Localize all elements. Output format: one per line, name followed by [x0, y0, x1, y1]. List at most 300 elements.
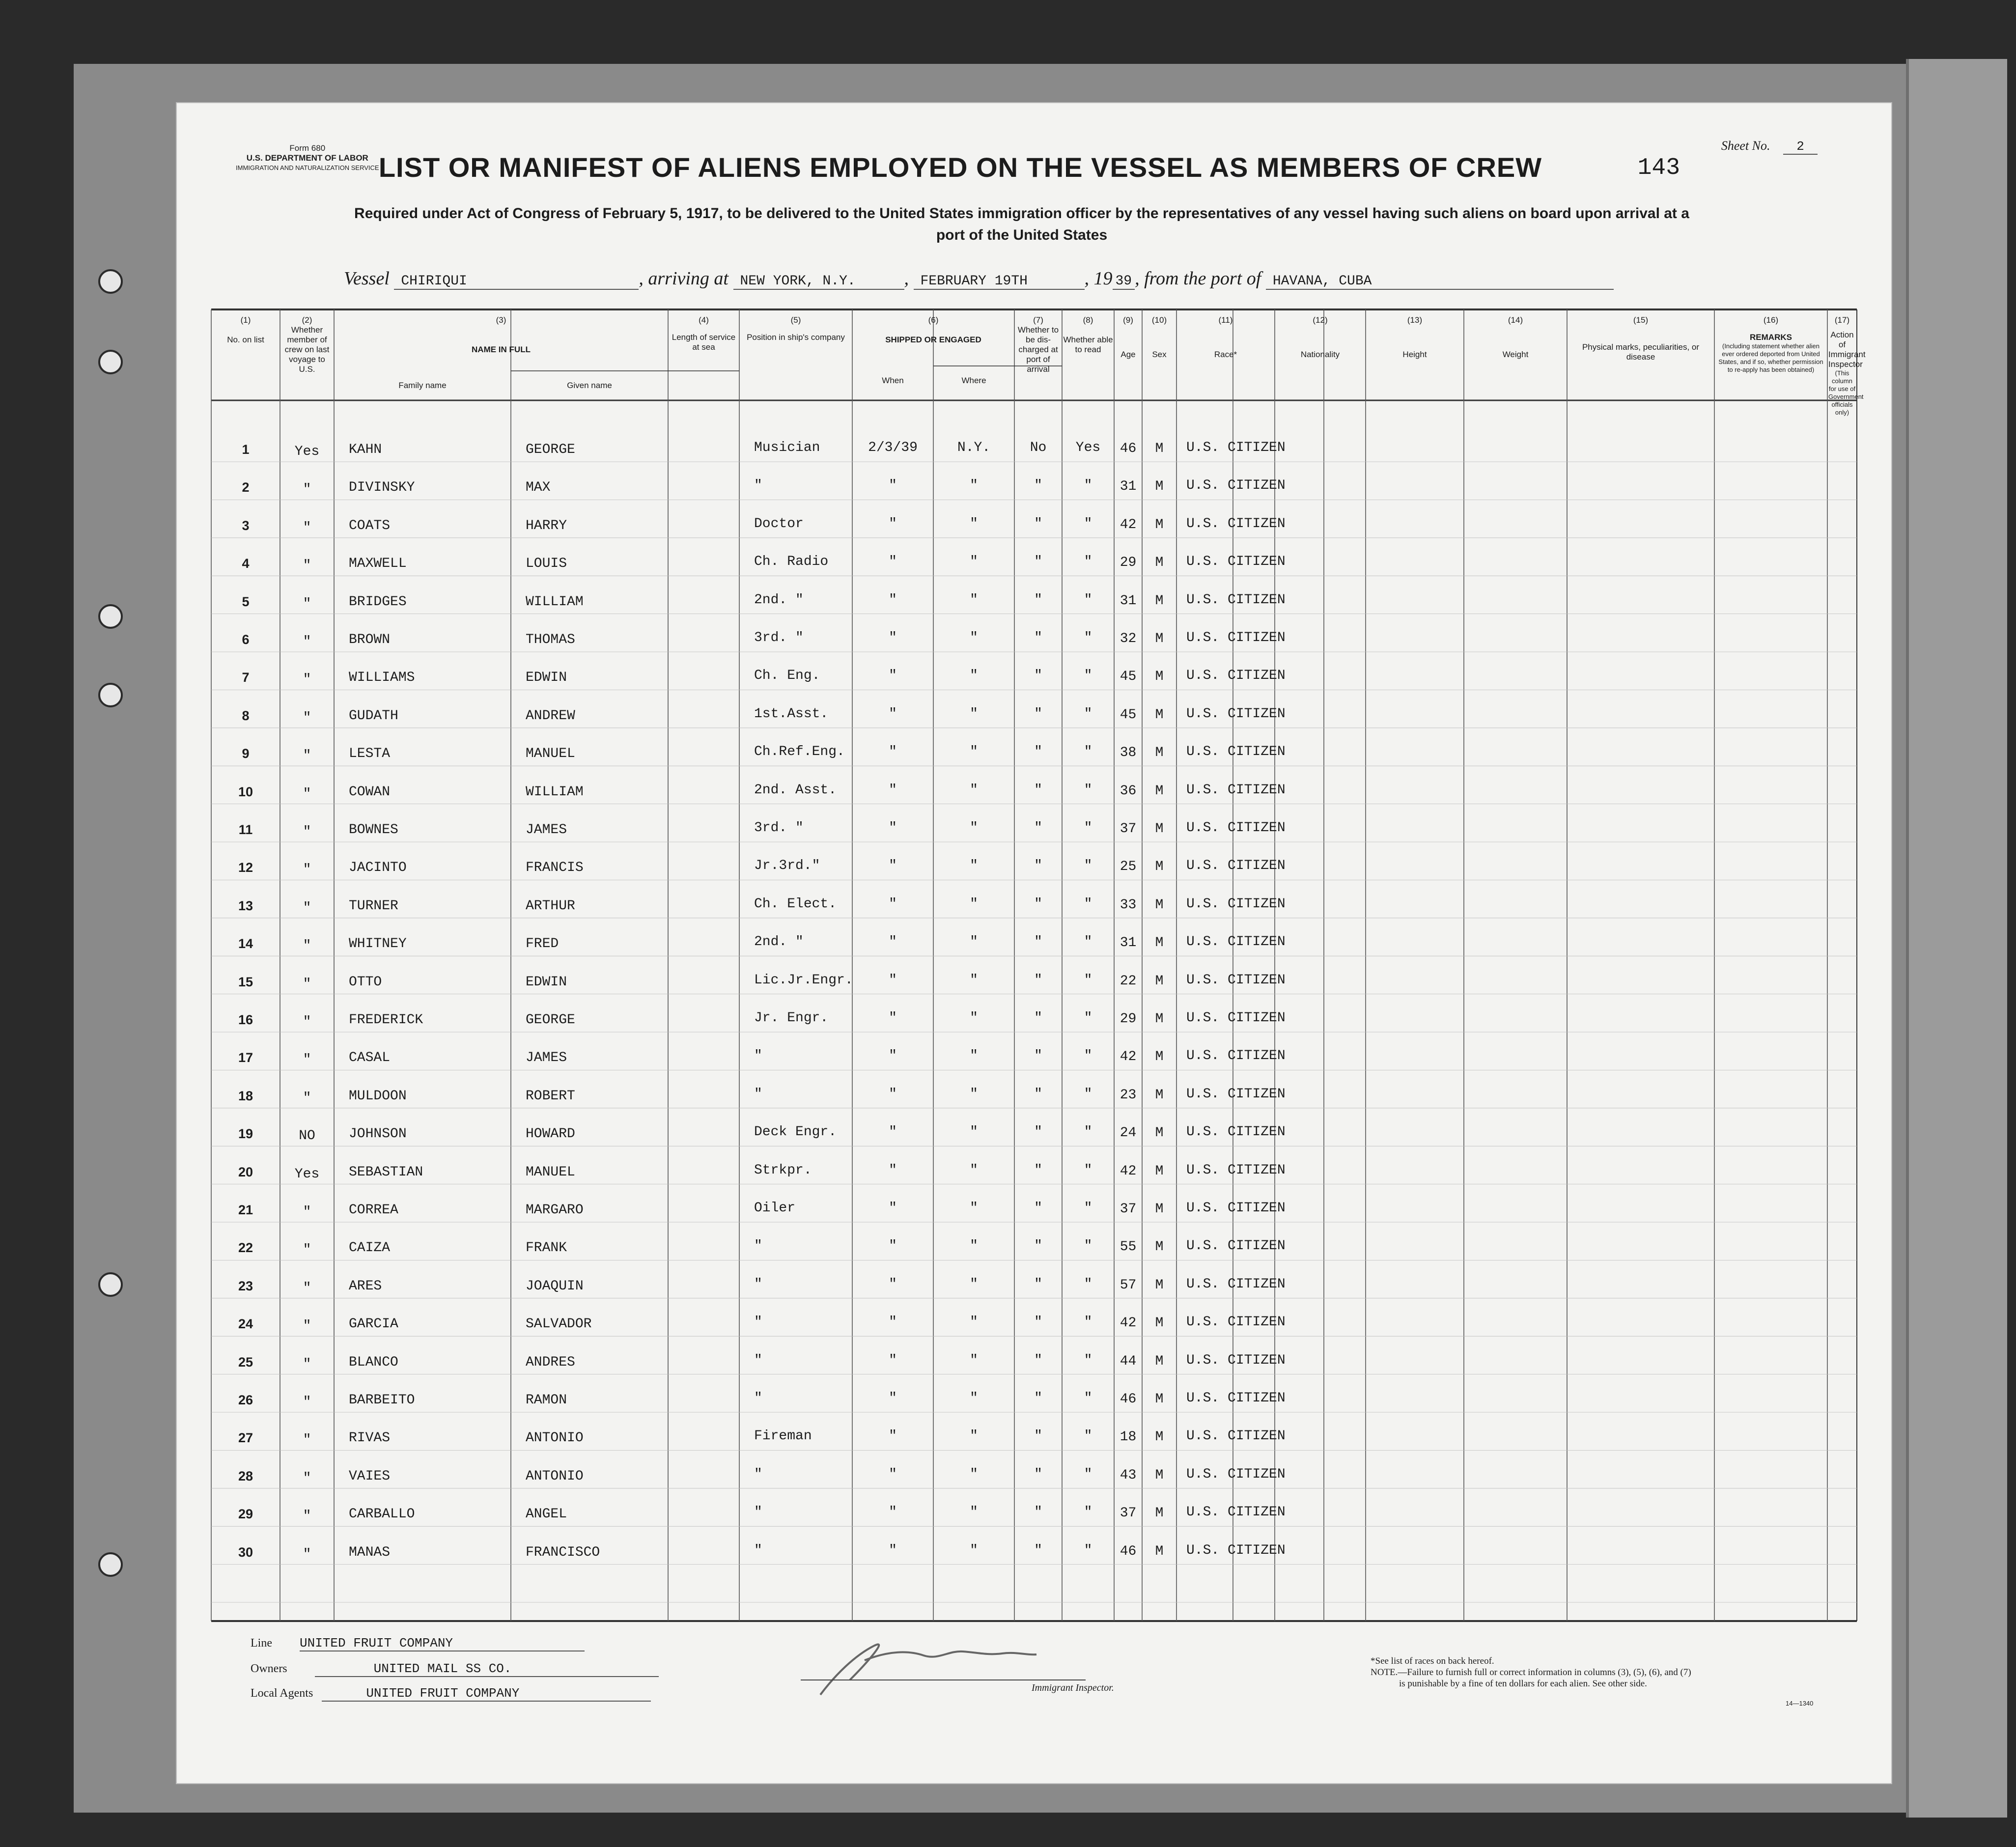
family-name-cell: BRIDGES	[349, 594, 407, 610]
given-name-cell: MARGARO	[526, 1203, 584, 1218]
able-to-read-cell: "	[1084, 1162, 1092, 1178]
column-number: (4)	[699, 315, 709, 325]
row-number: 26	[238, 1393, 253, 1407]
binder-ring	[98, 350, 123, 374]
able-to-read-cell: "	[1084, 744, 1092, 760]
row-number: 25	[238, 1354, 253, 1370]
age-cell: 57	[1120, 1277, 1137, 1293]
column-number: (6)	[928, 315, 939, 325]
previous-voyage-cell: "	[303, 558, 311, 574]
sex-cell: M	[1155, 1467, 1164, 1483]
age-cell: 42	[1120, 1049, 1137, 1065]
column-note: (Including statement whether alien ever ordered deported from United States, and if so, whether permission to re-apply has been obtained)	[1718, 342, 1823, 373]
subtitle-line-2: port of the United States	[936, 227, 1108, 243]
row-number: 21	[238, 1203, 253, 1217]
row-number: 28	[238, 1468, 253, 1483]
age-cell: 45	[1120, 669, 1137, 685]
previous-voyage-cell: "	[303, 1318, 311, 1334]
previous-voyage-cell: "	[303, 1242, 311, 1258]
age-cell: 25	[1120, 859, 1137, 875]
column-title: Whether able to read	[1063, 335, 1113, 354]
able-to-read-cell: "	[1084, 630, 1092, 645]
sex-cell: M	[1155, 1506, 1164, 1521]
family-name-cell: COWAN	[349, 784, 391, 800]
row-number: 10	[238, 784, 253, 799]
nationality-cell: U.S. CITIZEN	[1186, 1466, 1286, 1482]
shipped-when-cell: "	[889, 478, 897, 494]
nationality-cell: U.S. CITIZEN	[1186, 1238, 1286, 1254]
given-name-cell: GEORGE	[526, 1012, 575, 1028]
col-length-of-service	[669, 315, 738, 352]
nationality-cell: U.S. CITIZEN	[1186, 478, 1286, 494]
nationality-cell: U.S. CITIZEN	[1186, 1352, 1286, 1368]
col-previous-voyage	[281, 315, 333, 374]
previous-voyage-cell: Yes	[294, 444, 320, 459]
shipped-when-cell: "	[889, 706, 897, 722]
age-cell: 29	[1120, 1011, 1137, 1027]
position-cell: "	[754, 478, 762, 494]
able-to-read-cell: "	[1084, 820, 1092, 836]
position-cell: 2nd. Asst.	[754, 782, 837, 798]
age-cell: 46	[1120, 441, 1137, 456]
page-title: LIST OR MANIFEST OF ALIENS EMPLOYED ON THE VESSEL AS MEMBERS OF CREW	[378, 152, 1542, 183]
discharged-cell: "	[1034, 1276, 1042, 1292]
column-number: (7)	[1033, 315, 1043, 325]
age-cell: 46	[1120, 1543, 1137, 1559]
penalty-note-line-1: NOTE.—Failure to furnish full or correct information in columns (3), (5), (6), and (7)	[1371, 1667, 1691, 1678]
sex-cell: M	[1155, 1429, 1164, 1445]
position-cell: 1st.Asst.	[754, 706, 829, 722]
shipped-when-cell: "	[889, 1238, 897, 1254]
shipped-where-cell: "	[970, 858, 978, 874]
binder-ring	[98, 604, 123, 629]
able-to-read-cell: "	[1084, 1201, 1092, 1216]
discharged-cell: "	[1034, 972, 1042, 988]
position-cell: "	[754, 1352, 762, 1368]
discharged-cell: "	[1034, 592, 1042, 608]
able-to-read-cell: "	[1084, 1010, 1092, 1026]
family-name-cell: BROWN	[349, 632, 391, 647]
able-to-read-cell: "	[1084, 592, 1092, 608]
discharged-cell: "	[1034, 1466, 1042, 1482]
sex-cell: M	[1155, 1239, 1164, 1255]
footer-notes	[1371, 1655, 1691, 1689]
position-cell: Strkpr.	[754, 1162, 812, 1178]
row-number: 4	[242, 556, 250, 571]
col-remarks	[1715, 315, 1826, 374]
form-number: Form 680	[289, 143, 326, 153]
col-name-in-full	[335, 315, 667, 355]
age-cell: 42	[1120, 517, 1137, 532]
shipped-when-cell: "	[889, 668, 897, 684]
family-name-cell: KAHN	[349, 442, 382, 457]
shipped-when-cell: "	[889, 1505, 897, 1520]
age-cell: 43	[1120, 1467, 1137, 1483]
page-number: 143	[1637, 155, 1680, 181]
arrival-date: FEBRUARY 19TH	[914, 274, 1085, 290]
position-cell: "	[754, 1086, 762, 1102]
position-cell: "	[754, 1391, 762, 1406]
family-name-cell: DIVINSKY	[349, 480, 415, 496]
nationality-cell: U.S. CITIZEN	[1186, 1048, 1286, 1064]
col-physical-marks	[1568, 315, 1713, 362]
given-name-cell: ANGEL	[526, 1507, 567, 1522]
age-cell: 45	[1120, 707, 1137, 723]
sex-cell: M	[1155, 593, 1164, 609]
age-cell: 29	[1120, 555, 1137, 571]
family-name-cell: SEBASTIAN	[349, 1164, 423, 1180]
position-cell: "	[754, 1276, 762, 1292]
col-nationality	[1276, 315, 1365, 360]
sex-cell: M	[1155, 555, 1164, 571]
age-cell: 31	[1120, 479, 1137, 495]
column-title: REMARKS	[1750, 333, 1792, 342]
shipped-where-cell: N.Y.	[957, 440, 991, 455]
family-name-cell: JOHNSON	[349, 1126, 407, 1142]
able-to-read-cell: "	[1084, 782, 1092, 798]
column-number: (1)	[240, 315, 251, 325]
col-shipped-engaged	[853, 315, 1013, 345]
discharged-cell: "	[1034, 1124, 1042, 1140]
column-title: No. on list	[227, 335, 264, 344]
age-cell: 23	[1120, 1087, 1137, 1103]
given-name-cell: JAMES	[526, 1050, 567, 1066]
shipped-when-cell: "	[889, 1162, 897, 1178]
age-cell: 36	[1120, 783, 1137, 799]
able-to-read-cell: "	[1084, 972, 1092, 988]
shipped-when-cell: "	[889, 1315, 897, 1330]
shipped-when-cell: "	[889, 516, 897, 532]
position-cell: "	[754, 1048, 762, 1064]
nationality-cell: U.S. CITIZEN	[1186, 1428, 1286, 1444]
given-name-cell: EDWIN	[526, 974, 567, 990]
family-name-cell: MULDOON	[349, 1088, 407, 1104]
shipped-when-cell: "	[889, 934, 897, 950]
shipped-when-cell: "	[889, 1010, 897, 1026]
sex-cell: M	[1155, 935, 1164, 951]
sex-cell: M	[1155, 783, 1164, 799]
shipped-when-cell: 2/3/39	[868, 440, 918, 455]
shipped-where-cell: "	[970, 896, 978, 912]
subtitle-line-1: Required under Act of Congress of February 5, 1917, to be delivered to the United States immigration officer by the representatives of any vessel having such aliens on board upon arrival at a	[354, 205, 1689, 222]
line-field	[251, 1636, 585, 1651]
discharged-cell: "	[1034, 1505, 1042, 1520]
able-to-read-cell: "	[1084, 858, 1092, 874]
able-to-read-cell: "	[1084, 478, 1092, 494]
shipped-where-cell: "	[970, 1086, 978, 1102]
column-title: Age	[1120, 350, 1136, 359]
age-cell: 32	[1120, 631, 1137, 646]
col-weight	[1465, 315, 1566, 360]
able-to-read-cell: "	[1084, 554, 1092, 570]
previous-voyage-cell: "	[303, 1356, 311, 1372]
column-title: Length of service at sea	[672, 333, 736, 352]
age-cell: 46	[1120, 1392, 1137, 1407]
given-name-cell: ANDRES	[526, 1354, 575, 1370]
shipped-when-cell: "	[889, 1352, 897, 1368]
column-note: (This column for use of Government officials only)	[1828, 369, 1864, 416]
column-title: Given name	[567, 381, 612, 390]
row-number: 6	[242, 632, 250, 647]
nationality-cell: U.S. CITIZEN	[1186, 668, 1286, 684]
nationality-cell: U.S. CITIZEN	[1186, 592, 1286, 608]
given-name-cell: MAX	[526, 480, 551, 496]
col-shipped-where	[934, 376, 1013, 386]
sex-cell: M	[1155, 1125, 1164, 1141]
row-number: 14	[238, 936, 253, 951]
given-name-cell: FRED	[526, 936, 559, 952]
discharged-cell: "	[1034, 782, 1042, 798]
nationality-cell: U.S. CITIZEN	[1186, 896, 1286, 912]
sex-cell: M	[1155, 973, 1164, 989]
given-name-cell: ARTHUR	[526, 898, 575, 914]
family-name-cell: GARCIA	[349, 1316, 398, 1332]
column-title: NAME IN FULL	[472, 345, 531, 354]
row-number: 23	[238, 1278, 253, 1293]
sex-cell: M	[1155, 1392, 1164, 1407]
given-name-cell: FRANCIS	[526, 860, 584, 876]
row-number: 1	[242, 442, 250, 457]
able-to-read-cell: "	[1084, 1542, 1092, 1558]
row-number: 29	[238, 1507, 253, 1522]
age-cell: 42	[1120, 1315, 1137, 1331]
family-name-cell: TURNER	[349, 898, 398, 914]
position-cell: "	[754, 1238, 762, 1254]
given-name-cell: EDWIN	[526, 670, 567, 686]
nationality-cell: U.S. CITIZEN	[1186, 782, 1286, 798]
discharged-cell: "	[1034, 1162, 1042, 1178]
position-cell: Jr. Engr.	[754, 1010, 829, 1026]
position-cell: 3rd. "	[754, 630, 804, 645]
position-cell: Doctor	[754, 516, 804, 532]
family-name-cell: WILLIAMS	[349, 670, 415, 686]
family-name-cell: BLANCO	[349, 1354, 398, 1370]
row-number: 24	[238, 1316, 253, 1332]
age-cell: 37	[1120, 821, 1137, 837]
previous-voyage-cell: "	[303, 976, 311, 992]
owners-value: UNITED MAIL SS CO.	[315, 1661, 659, 1677]
vessel-label: Vessel	[344, 268, 390, 289]
column-title: Family name	[398, 381, 447, 390]
column-number: (11)	[1218, 315, 1233, 325]
age-cell: 31	[1120, 935, 1137, 951]
given-name-cell: GEORGE	[526, 442, 575, 457]
shipped-where-cell: "	[970, 934, 978, 950]
family-name-cell: CORREA	[349, 1203, 398, 1218]
shipped-where-cell: "	[970, 1124, 978, 1140]
given-name-cell: ROBERT	[526, 1088, 575, 1104]
column-number: (2)	[302, 315, 312, 325]
nationality-cell: U.S. CITIZEN	[1186, 934, 1286, 950]
shipped-where-cell: "	[970, 706, 978, 722]
shipped-when-cell: "	[889, 554, 897, 570]
position-cell: 2nd. "	[754, 592, 804, 608]
given-name-cell: JAMES	[526, 822, 567, 838]
nationality-cell: U.S. CITIZEN	[1186, 1542, 1286, 1558]
arriving-label: , arriving at	[639, 268, 728, 289]
column-number: (10)	[1151, 315, 1167, 325]
shipped-where-cell: "	[970, 1276, 978, 1292]
discharged-cell: "	[1034, 744, 1042, 760]
given-name-cell: ANDREW	[526, 708, 575, 724]
column-title: SHIPPED OR ENGAGED	[885, 335, 981, 344]
position-cell: Ch. Eng.	[754, 668, 820, 684]
age-cell: 44	[1120, 1353, 1137, 1369]
shipped-where-cell: "	[970, 1505, 978, 1520]
sex-cell: M	[1155, 707, 1164, 723]
previous-voyage-cell: "	[303, 786, 311, 802]
able-to-read-cell: "	[1084, 516, 1092, 532]
shipped-where-cell: "	[970, 554, 978, 570]
able-to-read-cell: "	[1084, 1505, 1092, 1520]
previous-voyage-cell: "	[303, 634, 311, 649]
nationality-cell: U.S. CITIZEN	[1186, 1010, 1286, 1026]
from-port-label: , from the port of	[1135, 268, 1261, 289]
discharged-cell: "	[1034, 1352, 1042, 1368]
discharged-cell: "	[1034, 1086, 1042, 1102]
previous-voyage-cell: "	[303, 520, 311, 535]
penalty-note-line-2: is punishable by a fine of ten dollars for each alien. See other side.	[1399, 1679, 1647, 1689]
given-name-cell: SALVADOR	[526, 1316, 592, 1332]
col-position	[740, 315, 851, 342]
col-sex	[1143, 315, 1176, 360]
sex-cell: M	[1155, 1011, 1164, 1027]
family-name-cell: CAIZA	[349, 1240, 391, 1256]
sex-cell: M	[1155, 859, 1164, 875]
row-number: 27	[238, 1430, 253, 1446]
age-cell: 37	[1120, 1202, 1137, 1217]
discharged-cell: "	[1034, 858, 1042, 874]
column-number: (8)	[1083, 315, 1093, 325]
nationality-cell: U.S. CITIZEN	[1186, 440, 1286, 455]
binder-spine	[1906, 59, 2007, 1818]
position-cell: Jr.3rd."	[754, 858, 820, 874]
row-number: 16	[238, 1012, 253, 1027]
position-cell: "	[754, 1542, 762, 1558]
year-prefix: 19	[1093, 268, 1113, 289]
previous-voyage-cell: "	[303, 482, 311, 498]
row-number: 9	[242, 746, 250, 761]
column-title: Sex	[1152, 350, 1167, 359]
arrival-port: NEW YORK, N.Y.	[733, 274, 904, 290]
agents-label: Local Agents	[251, 1687, 313, 1700]
sex-cell: M	[1155, 517, 1164, 532]
given-name-cell: MANUEL	[526, 1164, 575, 1180]
previous-voyage-cell: Yes	[294, 1166, 320, 1182]
row-number: 30	[238, 1544, 253, 1560]
age-cell: 38	[1120, 745, 1137, 761]
shipped-where-cell: "	[970, 1542, 978, 1558]
sex-cell: M	[1155, 1353, 1164, 1369]
previous-voyage-cell: "	[303, 672, 311, 688]
shipped-when-cell: "	[889, 1201, 897, 1216]
row-number: 11	[238, 822, 253, 837]
binder-ring	[98, 1552, 123, 1577]
agents-value: UNITED FRUIT COMPANY	[322, 1686, 651, 1702]
shipped-when-cell: "	[889, 1276, 897, 1292]
row-number: 7	[242, 670, 250, 685]
shipped-where-cell: "	[970, 1048, 978, 1064]
shipped-when-cell: "	[889, 1048, 897, 1064]
able-to-read-cell: "	[1084, 1086, 1092, 1102]
discharged-cell: "	[1034, 1542, 1042, 1558]
previous-voyage-cell: "	[303, 938, 311, 954]
departure-port: HAVANA, CUBA	[1266, 274, 1614, 290]
column-number: (13)	[1407, 315, 1423, 325]
able-to-read-cell: "	[1084, 668, 1092, 684]
row-number: 3	[242, 518, 250, 533]
previous-voyage-cell: "	[303, 862, 311, 878]
shipped-when-cell: "	[889, 1428, 897, 1444]
given-name-cell: WILLIAM	[526, 784, 584, 800]
family-name-cell: LESTA	[349, 746, 391, 762]
shipped-where-cell: "	[970, 1466, 978, 1482]
service-name: IMMIGRATION AND NATURALIZATION SERVICE	[236, 164, 379, 171]
able-to-read-cell: "	[1084, 1391, 1092, 1406]
previous-voyage-cell: "	[303, 900, 311, 916]
col-race	[1177, 315, 1274, 360]
row-number: 18	[238, 1088, 253, 1103]
column-number: (9)	[1123, 315, 1133, 325]
discharged-cell: "	[1034, 896, 1042, 912]
able-to-read-cell: "	[1084, 706, 1092, 722]
given-name-cell: HARRY	[526, 518, 567, 533]
given-name-cell: WILLIAM	[526, 594, 584, 610]
position-cell: 2nd. "	[754, 934, 804, 950]
shipped-where-cell: "	[970, 516, 978, 532]
sheet-number-label: Sheet No.	[1721, 139, 1770, 153]
family-name-cell: CARBALLO	[349, 1507, 415, 1522]
able-to-read-cell: "	[1084, 1048, 1092, 1064]
nationality-cell: U.S. CITIZEN	[1186, 706, 1286, 722]
given-name-cell: THOMAS	[526, 632, 575, 647]
family-name-cell: FREDERICK	[349, 1012, 423, 1028]
previous-voyage-cell: "	[303, 1509, 311, 1524]
able-to-read-cell: "	[1084, 896, 1092, 912]
shipped-where-cell: "	[970, 592, 978, 608]
owners-field	[251, 1661, 659, 1677]
family-name-cell: JACINTO	[349, 860, 407, 876]
shipped-when-cell: "	[889, 1391, 897, 1406]
age-cell: 37	[1120, 1506, 1137, 1521]
shipped-when-cell: "	[889, 592, 897, 608]
discharged-cell: "	[1034, 630, 1042, 645]
shipped-where-cell: "	[970, 782, 978, 798]
line-value: UNITED FRUIT COMPANY	[300, 1636, 585, 1651]
column-title: Weight	[1502, 350, 1529, 359]
binder-ring	[98, 683, 123, 707]
sex-cell: M	[1155, 479, 1164, 495]
previous-voyage-cell: "	[303, 748, 311, 764]
shipped-when-cell: "	[889, 782, 897, 798]
column-title: Whether member of crew on last voyage to U.S.	[284, 325, 330, 374]
row-number: 19	[238, 1126, 253, 1142]
age-cell: 31	[1120, 593, 1137, 609]
col-able-to-read	[1063, 315, 1113, 355]
position-cell: 3rd. "	[754, 820, 804, 836]
sex-cell: M	[1155, 1277, 1164, 1293]
shipped-where-cell: "	[970, 1391, 978, 1406]
shipped-when-cell: "	[889, 1466, 897, 1482]
family-name-cell: WHITNEY	[349, 936, 407, 952]
sex-cell: M	[1155, 897, 1164, 913]
family-name-cell: RIVAS	[349, 1430, 391, 1446]
column-title: Where	[961, 376, 986, 385]
family-name-cell: COATS	[349, 518, 391, 533]
binder-ring	[98, 1272, 123, 1297]
family-name-cell: MANAS	[349, 1544, 391, 1560]
sex-cell: M	[1155, 1315, 1164, 1331]
